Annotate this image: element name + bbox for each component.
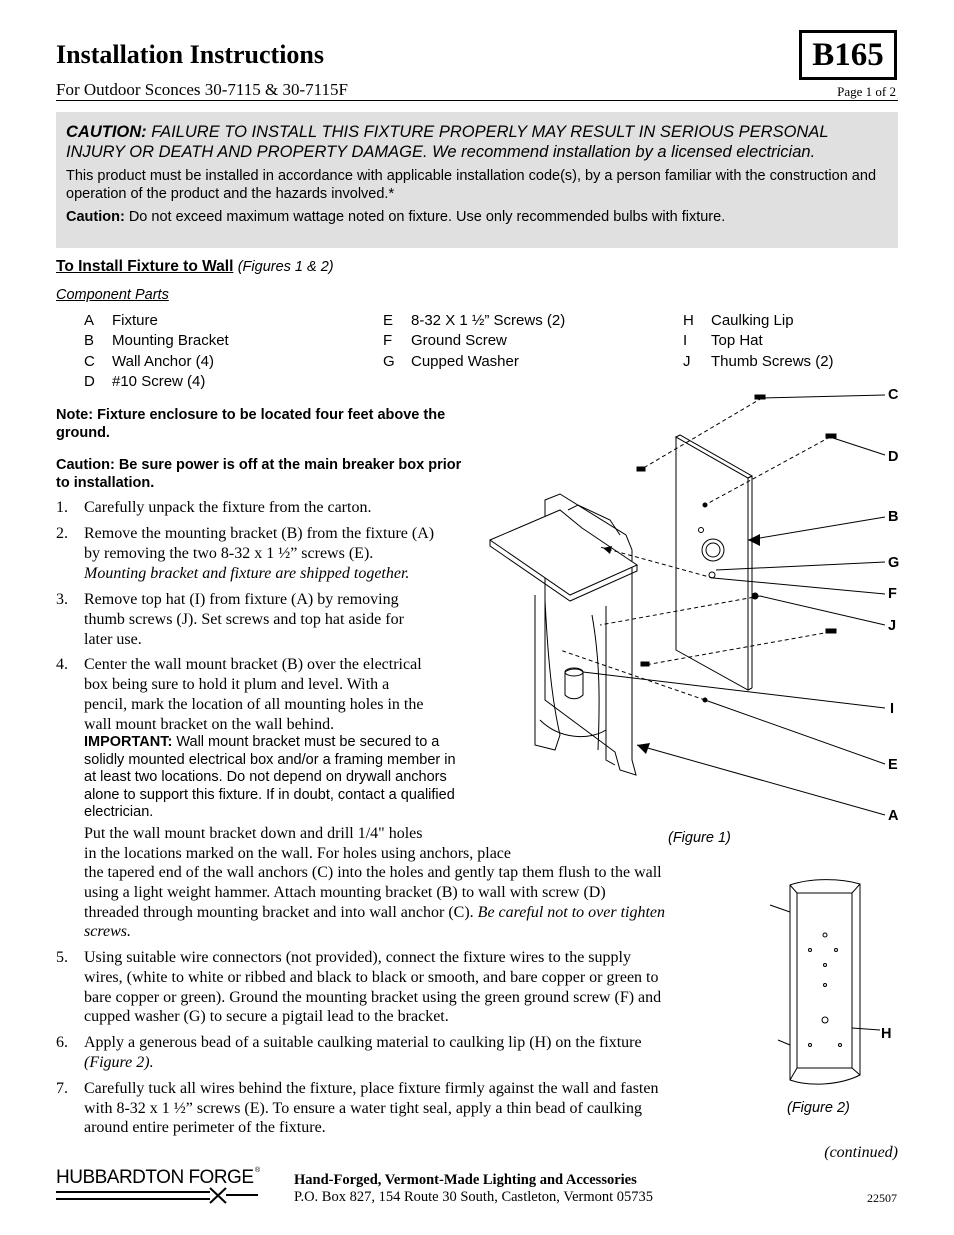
step-text: bare copper or green). Ground the mounting bracket using the green ground screw (F) and — [84, 989, 662, 1006]
footer-address: P.O. Box 827, 154 Route 30 South, Castleton, Vermont 05735 — [294, 1189, 654, 1205]
figure-1-label-j: J — [888, 618, 897, 634]
caution-note-label: Caution: — [66, 209, 125, 225]
step-text: in the locations marked on the wall. For holes using anchors, place — [84, 845, 512, 862]
figure-1-label-e: E — [888, 757, 898, 773]
step-text: Put the wall mount bracket down and drill 1/4" holes — [84, 825, 423, 842]
step-text: thumb screws (J). Set screws and top hat aside for — [84, 611, 404, 628]
company-logo: HUBBARDTON FORGE — [56, 1167, 254, 1188]
step-3: 3. Remove top hat (I) from fixture (A) by removing thumb screws (J). Set screws and top hat aside for later use. — [56, 591, 404, 648]
section-heading-figures: (Figures 1 & 2) — [237, 259, 334, 275]
page-title: Installation Instructions — [56, 40, 324, 69]
step-text: by removing the two 8-32 x 1 ½” screws (E). — [84, 545, 374, 562]
section-heading-title: To Install Fixture to Wall — [56, 258, 234, 275]
step-italic-text: (Figure 2). — [84, 1054, 154, 1071]
step-text: around entire perimeter of the fixture. — [84, 1119, 326, 1136]
step-italic-text: Mounting bracket and fixture are shipped together. — [84, 565, 410, 582]
figure-2-label-h: H — [881, 1026, 892, 1042]
step-text: Remove the mounting bracket (B) from the fixture (A) — [84, 525, 435, 542]
step-5: 5. Using suitable wire connectors (not provided), connect the fixture wires to the supply wires, (white to white or ribbed and black to black or smooth, and bare copper or green to bare copper or green). Ground the mounting bracket using the green ground screw (F) and cupped washer (G) to secure a pigtail lead to the bracket. — [56, 949, 662, 1025]
step-7: 7. Carefully tuck all wires behind the fixture, place fixture firmly against the wall and fasten with 8-32 x 1 ½” screws (E). To ensure a water tight seal, apply a thin bead of caulking around entire perimeter of the fixture. — [56, 1080, 659, 1136]
step-italic-text: screws. — [84, 923, 131, 940]
caution-label: CAUTION: — [66, 123, 147, 141]
step-text: Center the wall mount bracket (B) over the electrical — [84, 656, 422, 673]
part-item: F Ground Screw — [383, 332, 507, 349]
step-text: with 8-32 x 1 ½” screws (E). To ensure a water tight seal, apply a thin bead of caulking — [84, 1100, 642, 1117]
figure-1-caption: (Figure 1) — [668, 830, 731, 846]
document-code-badge: B165 — [799, 30, 897, 80]
figure-1-label-f: F — [888, 586, 897, 602]
step-text: Carefully tuck all wires behind the fixture, place fixture firmly against the wall and fasten — [84, 1080, 659, 1097]
figure-1-label-c: C — [888, 387, 899, 403]
figure-1-label-i: I — [890, 701, 895, 717]
step-text: using a light weight hammer. Attach mounting bracket (B) to wall with screw (D) — [84, 884, 606, 901]
logo-registered-mark: ® — [255, 1167, 261, 1174]
page-subtitle: For Outdoor Sconces 30-7115 & 30-7115F — [56, 80, 348, 99]
step-2: 2. Remove the mounting bracket (B) from the fixture (A) by removing the two 8-32 x 1 ½” screws (E). Mounting bracket and fixture are shipped together. — [56, 525, 435, 582]
step-text: Remove top hat (I) from fixture (A) by removing — [84, 591, 399, 608]
figure-1-label-a: A — [888, 808, 899, 824]
step-text: Apply a generous bead of a suitable caulking material to caulking lip (H) on the fixture — [84, 1034, 642, 1051]
step-text: wires, (white to white or ribbed and black to black or smooth, and bare copper or green to — [84, 969, 659, 986]
step-text: later use. — [84, 631, 142, 648]
part-item: I Top Hat — [683, 332, 763, 349]
caution-note-text: Do not exceed maximum wattage noted on fixture. Use only recommended bulbs with fixture. — [124, 209, 726, 225]
part-item: C Wall Anchor (4) — [84, 353, 214, 370]
component-parts-heading: Component Parts — [56, 287, 169, 303]
part-item: E 8-32 X 1 ½” Screws (2) — [383, 312, 566, 329]
step-4: 4. Center the wall mount bracket (B) over the electrical box being sure to hold it plum and level. With a pencil, mark the location of all mounting holes in the wall mount bracket on the wall behind. Put the wall mount bracket down and drill 1/4" holes in the locations marked on the wall. For holes using anchors, place the tapered end of the wall anchors (C) into the holes and gently tap them flush to the wall using a light weight hammer. Attach mounting bracket (B) to wall with screw (D) threaded through mounting bracket and into wall anchor (C). Be careful not to over tighten screws. — [56, 656, 666, 940]
part-item: H Caulking Lip — [683, 312, 794, 329]
part-item: J Thumb Screws (2) — [683, 353, 834, 370]
enclosure-note: Note: Fixture enclosure to be located four feet above the ground. — [56, 407, 446, 441]
document-number: 22507 — [867, 1191, 897, 1205]
figure-1-label-d: D — [888, 449, 899, 465]
figure-2-caption: (Figure 2) — [787, 1100, 850, 1116]
caution-paragraph: This product must be installed in accordance with applicable installation code(s), by a person familiar with the construction and operation of the product and the hazards involved.* — [66, 168, 877, 202]
step-text: cupped washer (G) to secure a pigtail lead to the bracket. — [84, 1008, 449, 1025]
part-item: A Fixture — [84, 312, 158, 329]
figure-1-label-g: G — [888, 555, 900, 571]
page-number: Page 1 of 2 — [837, 84, 896, 99]
step-text: box being sure to hold it plum and level. With a — [84, 676, 390, 693]
footer-tagline: Hand-Forged, Vermont-Made Lighting and Accessories — [294, 1172, 637, 1188]
step-text: pencil, mark the location of all mounting holes in the — [84, 696, 424, 713]
part-item: D #10 Screw (4) — [84, 373, 206, 390]
important-text: Wall mount bracket must be secured to a solidly mounted electrical box and/or a framing member in at least two locations. Do not depend on drywall anchors alone to support this fixture. If in doubt, contact a qualified electrician. — [84, 734, 456, 820]
important-label: IMPORTANT: — [84, 734, 173, 750]
part-item: G Cupped Washer — [383, 353, 519, 370]
step-text: Using suitable wire connectors (not provided), connect the fixture wires to the supply — [84, 949, 631, 966]
part-item: B Mounting Bracket — [84, 332, 229, 349]
continued-note: (continued) — [824, 1144, 898, 1161]
step-1: 1. Carefully unpack the fixture from the carton. — [56, 499, 372, 516]
caution-heading-text: FAILURE TO INSTALL THIS FIXTURE PROPERLY MAY RESULT IN SERIOUS PERSONAL INJURY OR DEATH AND PROPERTY DAMAGE. We recommend installation by a licensed electrician. — [66, 123, 829, 161]
power-caution: Caution: Be sure power is off at the main breaker box prior to installation. — [56, 457, 462, 491]
step-6: 6. Apply a generous bead of a suitable caulking material to caulking lip (H) on the fixture (Figure 2). — [56, 1034, 642, 1071]
step-text: the tapered end of the wall anchors (C) into the holes and gently tap them flush to the wall — [84, 864, 662, 881]
step-text: threaded through mounting bracket and into wall anchor (C). Be careful not to over tighten — [84, 904, 666, 921]
step-text: Carefully unpack the fixture from the carton. — [84, 499, 372, 516]
step-text: wall mount bracket on the wall behind. — [84, 716, 335, 733]
figure-1-label-b: B — [888, 509, 899, 525]
